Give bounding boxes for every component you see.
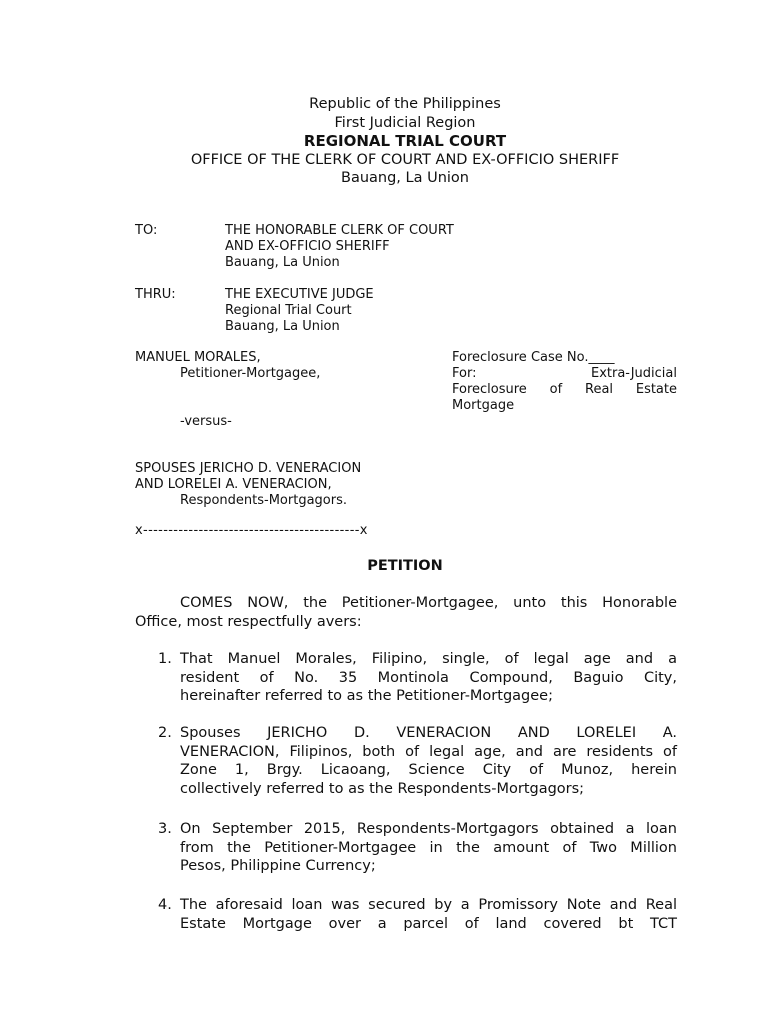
document-title: PETITION bbox=[367, 558, 443, 574]
respondents-line-1: SPOUSES JERICHO D. VENERACION bbox=[135, 461, 362, 476]
list-item-number: 3. bbox=[158, 821, 172, 837]
intro-line-2: Office, most respectfully avers: bbox=[135, 613, 362, 630]
list-item bbox=[180, 724, 677, 798]
list-item-line: Spouses JERICHO D. VENERACION AND LORELEI A. bbox=[180, 725, 677, 741]
caption-separator: x-------------------------------------------x bbox=[135, 523, 368, 538]
list-item-line: resident of No. 35 Montinola Compound, Baguio City, bbox=[180, 669, 677, 686]
header-republic: Republic of the Philippines bbox=[309, 96, 501, 112]
to-line-3: Bauang, La Union bbox=[225, 255, 340, 270]
respondents-role: Respondents-Mortgagors. bbox=[180, 493, 348, 508]
thru-line-2: Regional Trial Court bbox=[225, 303, 352, 318]
list-item bbox=[180, 896, 677, 933]
thru-line-1: THE EXECUTIVE JUDGE bbox=[225, 287, 374, 302]
list-item-line: Estate Mortgage over a parcel of land covered bt TCT bbox=[180, 915, 677, 932]
to-line-1: THE HONORABLE CLERK OF COURT bbox=[225, 223, 454, 238]
thru-line-3: Bauang, La Union bbox=[225, 319, 340, 334]
versus-text: -versus- bbox=[180, 414, 232, 429]
list-item-line: The aforesaid loan was secured by a Promissory Note and Real bbox=[180, 897, 677, 913]
to-label: TO: bbox=[135, 223, 158, 238]
list-item-line: That Manuel Morales, Filipino, single, of legal age and a bbox=[180, 651, 677, 667]
petitioner-role: Petitioner-Mortgagee, bbox=[180, 366, 321, 381]
intro-line-1: COMES NOW, the Petitioner-Mortgagee, unto this Honorable bbox=[180, 595, 677, 611]
to-line-2: AND EX-OFFICIO SHERIFF bbox=[225, 239, 390, 254]
intro-paragraph bbox=[135, 594, 677, 631]
for-line-2: Foreclosure of Real Estate bbox=[452, 382, 677, 397]
for-label: For: bbox=[452, 366, 477, 381]
header-location: Bauang, La Union bbox=[341, 170, 469, 186]
petitioner-name: MANUEL MORALES, bbox=[135, 350, 261, 365]
list-item-line: from the Petitioner-Mortgagee in the amount of Two Million bbox=[180, 839, 677, 856]
header-office: OFFICE OF THE CLERK OF COURT AND EX-OFFICIO SHERIFF bbox=[190, 151, 620, 168]
list-item-line: On September 2015, Respondents-Mortgagors obtained a loan bbox=[180, 821, 677, 837]
case-number: Foreclosure Case No.____ bbox=[452, 350, 615, 365]
list-item-line: hereinafter referred to as the Petitioner-Mortgagee; bbox=[180, 688, 553, 704]
list-item-line: Pesos, Philippine Currency; bbox=[180, 858, 376, 874]
respondents-line-2: AND LORELEI A. VENERACION, bbox=[135, 477, 332, 492]
list-item bbox=[180, 820, 677, 876]
list-item bbox=[180, 650, 677, 706]
header-region: First Judicial Region bbox=[334, 114, 476, 131]
header-court: REGIONAL TRIAL COURT bbox=[303, 132, 507, 150]
list-item-line: collectively referred to as the Respondents-Mortgagors; bbox=[180, 780, 585, 797]
for-line-1: Extra-Judicial bbox=[590, 366, 677, 381]
list-item-line: VENERACION, Filipinos, both of legal age, and are residents of bbox=[180, 743, 677, 760]
thru-label: THRU: bbox=[135, 287, 176, 302]
list-item-number: 2. bbox=[158, 725, 172, 741]
list-item-number: 4. bbox=[158, 897, 172, 913]
court-header bbox=[0, 95, 768, 188]
for-line-3: Mortgage bbox=[452, 398, 515, 413]
list-item-number: 1. bbox=[158, 651, 172, 667]
list-item-line: Zone 1, Brgy. Licaoang, Science City of Munoz, herein bbox=[180, 762, 677, 778]
